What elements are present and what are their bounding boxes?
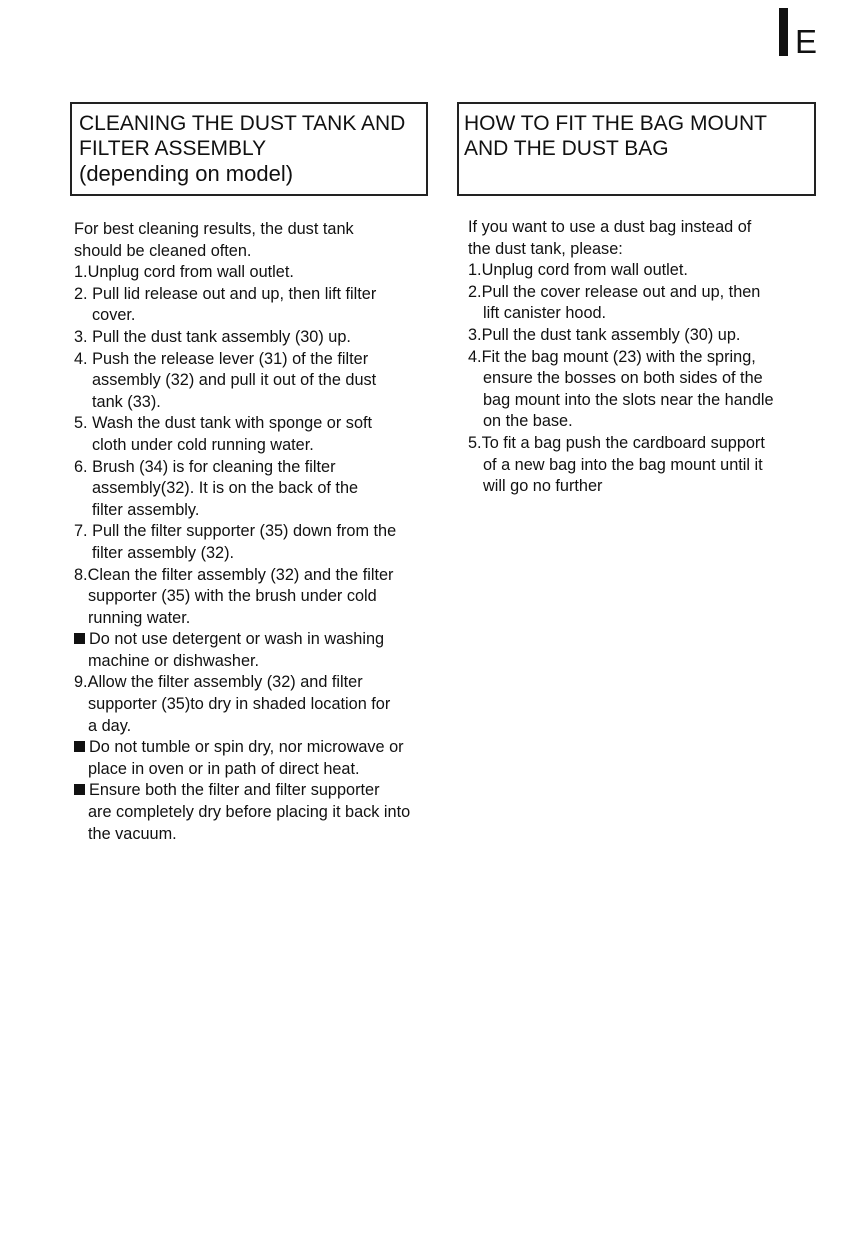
bullet-square-icon xyxy=(74,784,85,795)
text-line: ensure the bosses on both sides of the xyxy=(483,369,763,388)
step-8 xyxy=(74,565,454,630)
text-line: tank (33). xyxy=(92,392,161,411)
text-line: should be cleaned often. xyxy=(74,241,252,260)
step-2 xyxy=(74,284,454,327)
step-1 xyxy=(468,260,818,282)
bag-mount-section-title xyxy=(457,102,816,196)
text-line: 8.Clean the filter assembly (32) and the filter xyxy=(74,565,394,584)
step-3 xyxy=(468,325,818,347)
text-line: Ensure both the filter and filter supporter xyxy=(89,781,380,800)
text-line: bag mount into the slots near the handle xyxy=(483,390,774,409)
title-line: HOW TO FIT THE BAG MOUNT xyxy=(464,112,767,135)
step-1 xyxy=(74,262,454,284)
step-4 xyxy=(74,349,454,414)
bullet-square-icon xyxy=(74,741,85,752)
step-5 xyxy=(468,433,818,498)
title-line: CLEANING THE DUST TANK AND xyxy=(79,112,406,135)
step-9 xyxy=(74,672,454,737)
step-6 xyxy=(74,457,454,522)
text-line: Do not use detergent or wash in washing xyxy=(89,630,385,649)
text-line: 5.To fit a bag push the cardboard support xyxy=(468,433,765,452)
text-line: a day. xyxy=(88,716,132,735)
intro-paragraph xyxy=(74,219,454,262)
text-line: the dust tank, please: xyxy=(468,239,623,258)
bullet-square-icon xyxy=(74,633,85,644)
text-line: lift canister hood. xyxy=(483,304,607,323)
cleaning-section-title xyxy=(70,102,428,196)
text-line: 1.Unplug cord from wall outlet. xyxy=(468,261,688,280)
warning-note-2 xyxy=(74,737,454,780)
title-line: AND THE DUST BAG xyxy=(464,137,669,160)
cleaning-instructions xyxy=(74,219,454,845)
text-line: 1.Unplug cord from wall outlet. xyxy=(74,263,294,282)
step-4 xyxy=(468,347,818,433)
warning-note-3 xyxy=(74,780,454,845)
text-line: 3.Pull the dust tank assembly (30) up. xyxy=(468,325,741,344)
text-line: place in oven or in path of direct heat. xyxy=(88,759,360,778)
language-marker: E xyxy=(795,23,818,60)
text-line: assembly (32) and pull it out of the dust xyxy=(92,371,377,390)
text-line: machine or dishwasher. xyxy=(88,651,260,670)
text-line: Do not tumble or spin dry, nor microwave or xyxy=(89,738,404,757)
bag-mount-instructions xyxy=(468,217,818,498)
text-line: 3. Pull the dust tank assembly (30) up. xyxy=(74,327,351,346)
text-line: 6. Brush (34) is for cleaning the filter xyxy=(74,457,336,476)
intro-paragraph xyxy=(468,217,818,260)
text-line: 4. Push the release lever (31) of the filter xyxy=(74,349,369,368)
text-line: 9.Allow the filter assembly (32) and filter xyxy=(74,673,363,692)
text-line: cloth under cold running water. xyxy=(92,435,314,454)
text-line: will go no further xyxy=(483,477,603,496)
step-3 xyxy=(74,327,454,349)
text-line: supporter (35)to dry in shaded location for xyxy=(88,695,391,714)
text-line: assembly(32). It is on the back of the xyxy=(92,479,359,498)
text-line: 7. Pull the filter supporter (35) down from the xyxy=(74,522,397,541)
text-line: filter assembly. xyxy=(92,500,200,519)
step-7 xyxy=(74,521,454,564)
text-line: For best cleaning results, the dust tank xyxy=(74,220,354,238)
text-line: running water. xyxy=(88,608,191,627)
text-line: the vacuum. xyxy=(88,824,177,843)
text-line: cover. xyxy=(92,306,136,325)
text-line: 4.Fit the bag mount (23) with the spring, xyxy=(468,347,756,366)
text-line: 2.Pull the cover release out and up, then xyxy=(468,282,761,301)
step-2 xyxy=(468,282,818,325)
text-line: 5. Wash the dust tank with sponge or soft xyxy=(74,414,373,433)
title-line: (depending on model) xyxy=(79,161,294,186)
text-line: filter assembly (32). xyxy=(92,543,235,562)
step-5 xyxy=(74,413,454,456)
text-line: supporter (35) with the brush under cold xyxy=(88,587,377,606)
text-line: If you want to use a dust bag instead of xyxy=(468,218,752,236)
language-tab-bar xyxy=(779,8,788,56)
warning-note-1 xyxy=(74,629,454,672)
text-line: are completely dry before placing it back into xyxy=(88,803,411,822)
text-line: 2. Pull lid release out and up, then lift filter xyxy=(74,284,377,303)
title-line: FILTER ASSEMBLY xyxy=(79,137,267,160)
text-line: on the base. xyxy=(483,412,573,431)
text-line: of a new bag into the bag mount until it xyxy=(483,455,763,474)
